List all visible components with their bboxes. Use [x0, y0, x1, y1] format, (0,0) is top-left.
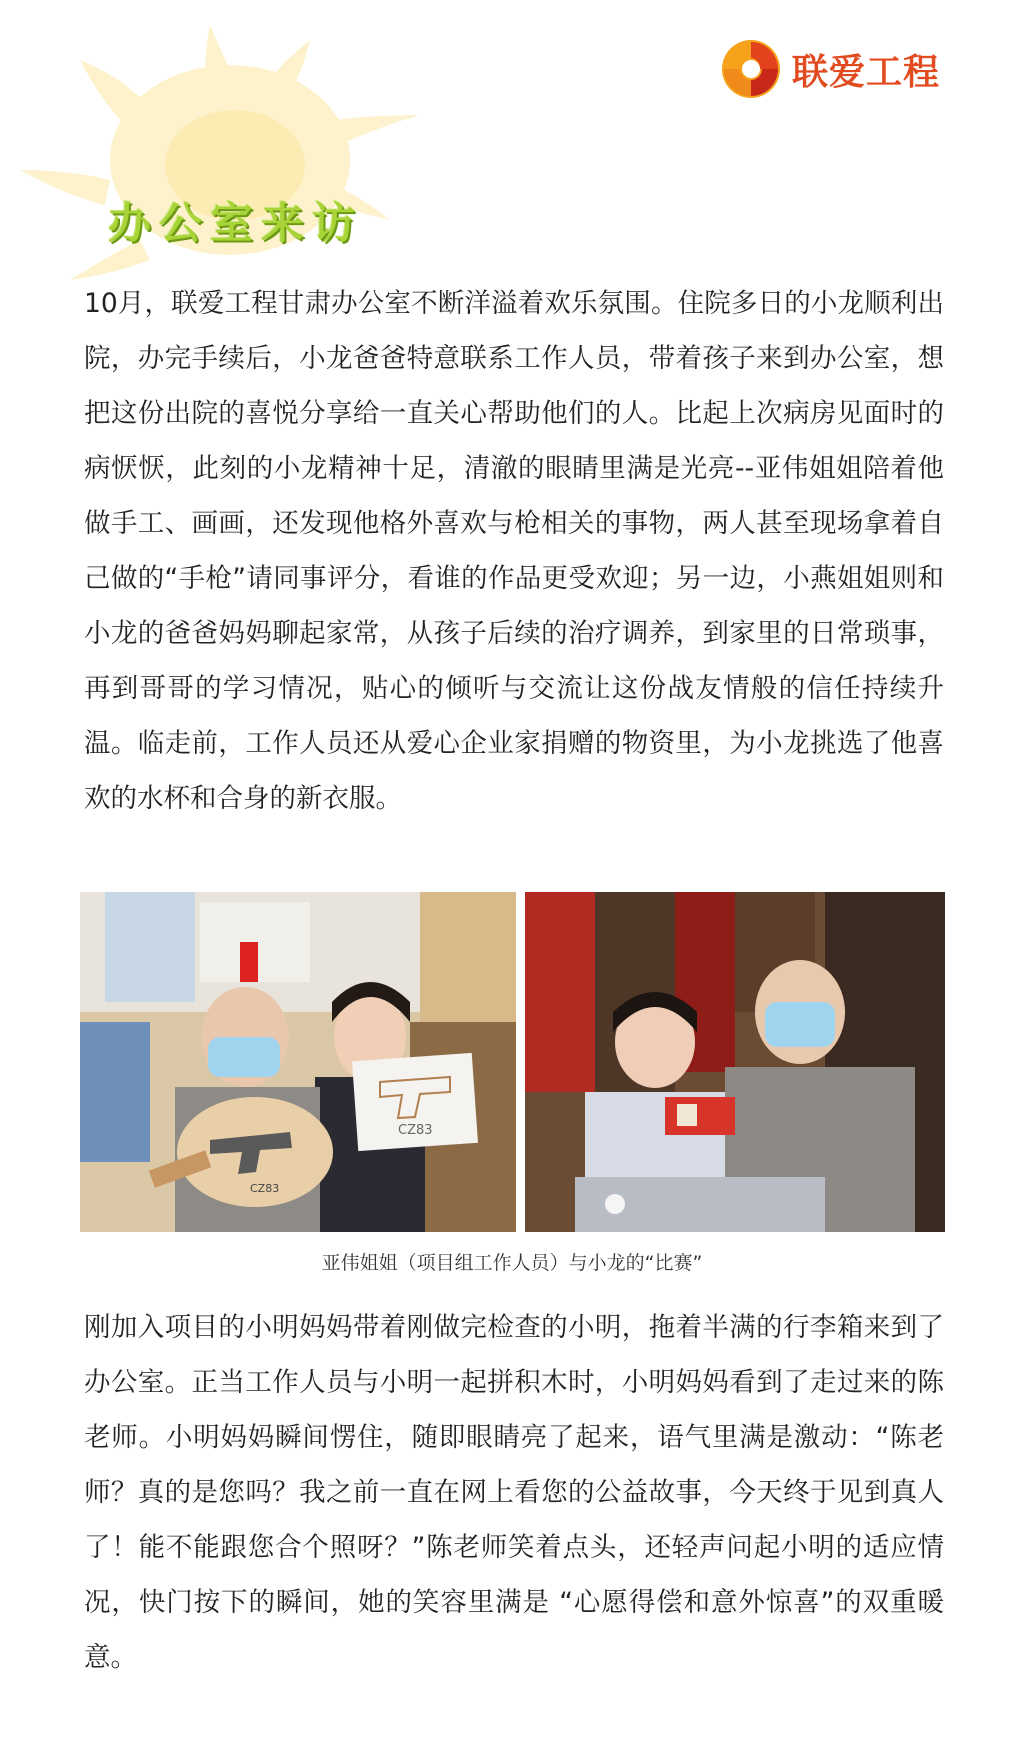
paper-text: CZ83 — [398, 1123, 433, 1138]
paddle-text: CZ83 — [250, 1182, 280, 1195]
lianai-swirl-logo-icon — [720, 38, 782, 100]
logo-text: 联爱工程 — [792, 51, 941, 93]
lianai-logo — [720, 34, 970, 104]
paragraph-2: 刚加入项目的小明妈妈带着刚做完检查的小明，拖着半满的行李箱来到了办公室。正当工作人员与小明一起拼积木时，小明妈妈看到了走过来的陈老师。小明妈妈瞬间愣住，随即眼睛亮了起来，语气里满是激动：“陈老师？真的是您吗？我之前一直在网上看您的公益故事，今天终于见到真人了！能不能跟您合个照呀？”陈老师笑着点头，还轻声问起小明的适应情况，快门按下的瞬间，她的笑容里满是 “心愿得偿和意外惊喜”的双重暖意。 — [84, 1312, 944, 1673]
photo-left — [80, 892, 516, 1232]
photo-right — [525, 892, 945, 1232]
paragraph-1: 10月，联爱工程甘肃办公室不断洋溢着欢乐氛围。住院多日的小龙顺利出院，办完手续后，小龙爸爸特意联系工作人员，带着孩子来到办公室，想把这份出院的喜悦分享给一直关心帮助他们的人。比起上次病房见面时的病恹恹，此刻的小龙精神十足，清澈的眼睛里满是光亮--亚伟姐姐陪着他做手工、画画，还发现他格外喜欢与枪相关的事物，两人甚至现场拿着自己做的“手枪”请同事评分，看谁的作品更受欢迎；另一边，小燕姐姐则和小龙的爸爸妈妈聊起家常，从孩子后续的治疗调养，到家里的日常琐事，再到哥哥的学习情况，贴心的倾听与交流让这份战友情般的信任持续升温。临走前，工作人员还从爱心企业家捐赠的物资里，为小龙挑选了他喜欢的水杯和合身的新衣服。 — [84, 288, 944, 814]
section-title: 办公室来访 — [108, 199, 363, 249]
photo-caption: 亚伟姐姐（项目组工作人员）与小龙的“比赛” — [321, 1252, 703, 1274]
